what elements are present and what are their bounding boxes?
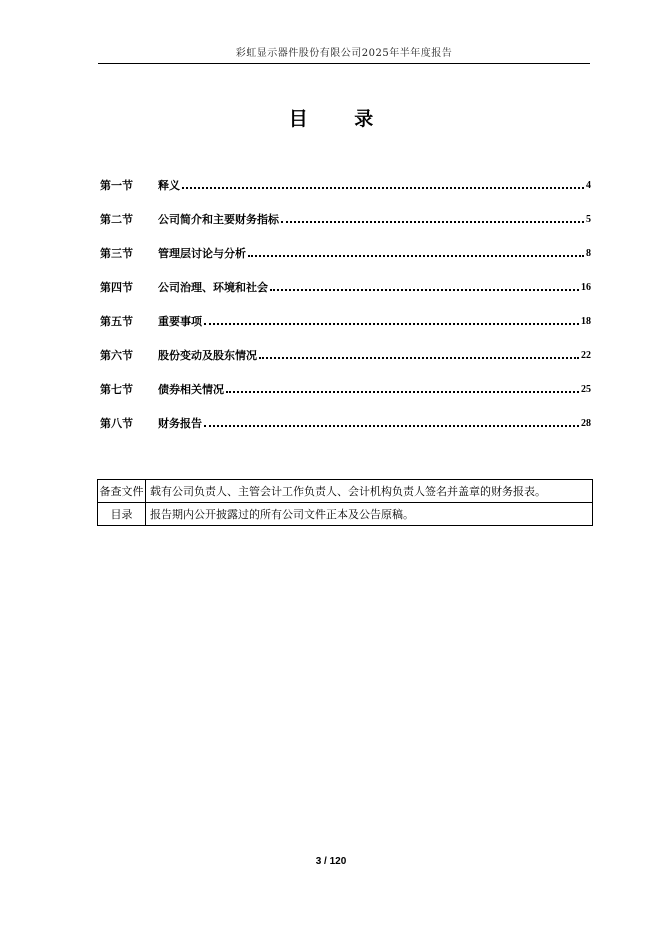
toc-page-number: 16	[581, 281, 591, 293]
table-row	[98, 480, 593, 503]
toc-section-number: 第五节	[100, 315, 133, 328]
toc-page-number: 5	[586, 213, 591, 225]
reference-label: 备查文件	[98, 480, 146, 503]
toc-page-number: 8	[586, 247, 591, 259]
toc-entry[interactable]	[100, 236, 591, 270]
toc-section-number: 第八节	[100, 417, 133, 430]
header-rule	[98, 63, 590, 64]
toc-section-title: 债券相关情况	[158, 383, 224, 396]
toc-section-title: 管理层讨论与分析	[158, 247, 246, 260]
toc-page-number: 4	[586, 179, 591, 191]
toc-entry[interactable]	[100, 270, 591, 304]
toc-leader-dots	[204, 315, 579, 325]
toc-section-title: 股份变动及股东情况	[158, 349, 257, 362]
toc-leader-dots	[204, 417, 579, 427]
toc-entry[interactable]	[100, 338, 591, 372]
toc-page-number: 25	[581, 383, 591, 395]
reference-documents-table	[97, 479, 593, 526]
toc-leader-dots	[182, 179, 584, 189]
toc-section-title: 公司简介和主要财务指标	[158, 213, 279, 226]
toc-page-number: 28	[581, 417, 591, 429]
toc-section-title: 释义	[158, 179, 180, 192]
page-title: 目 录	[288, 108, 394, 130]
toc-section-number: 第一节	[100, 179, 133, 192]
toc-entry[interactable]	[100, 304, 591, 338]
page-number-footer: 3 / 120	[315, 856, 347, 867]
toc-section-title: 重要事项	[158, 315, 202, 328]
toc-page-number: 18	[581, 315, 591, 327]
toc-section-title: 公司治理、环境和社会	[158, 281, 268, 294]
toc-leader-dots	[281, 213, 584, 223]
toc-leader-dots	[270, 281, 579, 291]
toc-page-number: 22	[581, 349, 591, 361]
toc-entry[interactable]	[100, 406, 591, 440]
toc-section-number: 第三节	[100, 247, 133, 260]
toc-section-number: 第七节	[100, 383, 133, 396]
toc-section-number: 第六节	[100, 349, 133, 362]
reference-item: 报告期内公开披露过的所有公司文件正本及公告原稿。	[146, 503, 593, 526]
running-header: 彩虹显示器件股份有限公司2025年半年度报告	[235, 48, 453, 59]
toc-entry[interactable]	[100, 372, 591, 406]
reference-label: 目录	[98, 503, 146, 526]
toc-leader-dots	[248, 247, 584, 257]
reference-item: 载有公司负责人、主管会计工作负责人、会计机构负责人签名并盖章的财务报表。	[146, 480, 593, 503]
toc-section-number: 第二节	[100, 213, 133, 226]
table-row	[98, 503, 593, 526]
toc-leader-dots	[226, 383, 579, 393]
toc-section-number: 第四节	[100, 281, 133, 294]
toc-leader-dots	[259, 349, 579, 359]
toc-entry[interactable]	[100, 202, 591, 236]
table-of-contents	[100, 168, 591, 440]
toc-entry[interactable]	[100, 168, 591, 202]
toc-section-title: 财务报告	[158, 417, 202, 430]
